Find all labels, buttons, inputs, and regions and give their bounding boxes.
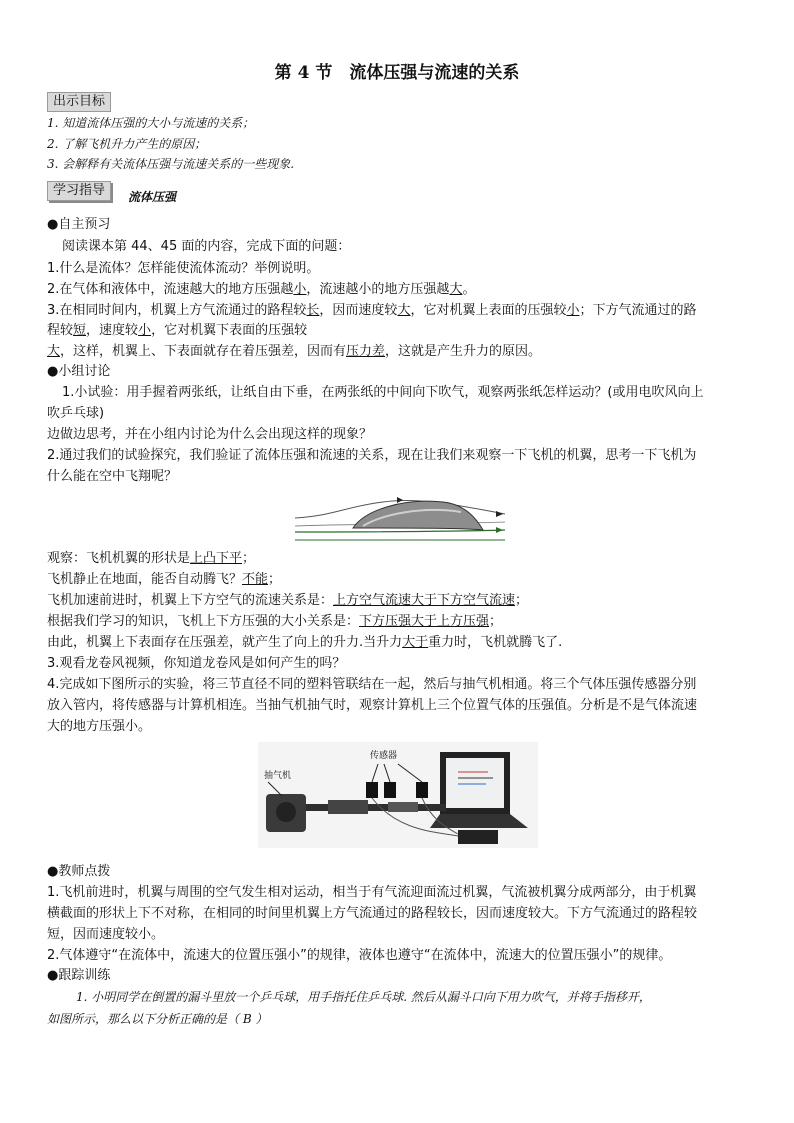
paragraph: 3.观看龙卷风视频，你知道龙卷风是如何产生的吗？	[47, 656, 346, 671]
page-title: 第 4 节 流体压强与流速的关系	[274, 63, 520, 83]
intro-text: 阅读课本第 44、45 面的内容，完成下面的问题：	[62, 239, 351, 254]
answer: 下方压强大于上方压强	[359, 614, 490, 629]
paragraph: 短，因而速度较小。	[47, 927, 165, 942]
paragraph: 放入管内，将传感器与计算机相连。当抽气机抽气时，观察计算机上三个位置气体的压强值。分析是不是气体流速	[47, 698, 698, 713]
goal-item: 2. 了解飞机升力产生的原因；	[47, 137, 207, 151]
answer: 短	[73, 323, 87, 338]
answer: 长	[306, 303, 320, 318]
paragraph: 1.飞机前进时，机翼与周围的空气发生相对运动，相当于有气流迎面流过机翼，气流被机翼分成两部分，由于机翼	[47, 885, 697, 900]
paragraph: 2.气体遵守“在流体中，流速大的位置压强小”的规律，液体也遵守“在流体中，流速大的位置压强小”的规律。	[47, 948, 672, 963]
answer: 大	[397, 303, 411, 318]
observation-3: 飞机加速前进时，机翼上下方空气的流速关系是：上方空气流速大于下方空气流速；	[47, 593, 529, 608]
section-heading: ●小组讨论	[47, 364, 111, 379]
wing-shape	[353, 501, 483, 530]
answer: 小	[138, 323, 152, 338]
section-heading: ●自主预习	[47, 217, 111, 232]
pump-label: 抽气机	[264, 771, 292, 781]
paragraph: 什么能在空中飞翔呢？	[47, 469, 178, 484]
guide-topic: 流体压强	[128, 190, 177, 204]
arrow-icon	[496, 527, 503, 533]
paragraph: 4.完成如下图所示的实验，将三节直径不同的塑料管联结在一起，然后与抽气机相通。将三个气体压强传感器分别	[47, 677, 697, 692]
question-3-line-2: 程较短，速度较小，它对机翼下表面的压强较	[47, 323, 308, 338]
question-2: 2.在气体和液体中，流速越大的地方压强越小，流速越小的地方压强越大。	[47, 282, 476, 297]
goals-tag: 出示目标	[47, 92, 111, 112]
arrow-icon	[496, 511, 503, 517]
sensor-label: 传感器	[370, 751, 398, 761]
answer: 大于	[402, 635, 429, 650]
paragraph: 2.通过我们的试验探究，我们验证了流体压强和流速的关系，现在让我们来观察一下飞机的机翼，思考一下飞机为	[47, 448, 697, 463]
paragraph: 大的地方压强小。	[47, 719, 152, 734]
answer: 上凸下平	[190, 551, 243, 566]
goal-item: 3. 会解释有关流体压强与流速关系的一些现象.	[47, 157, 295, 171]
answer: 大	[449, 282, 463, 297]
observation-4: 根据我们学习的知识，飞机上下方压强的大小关系是：下方压强大于上方压强；	[47, 614, 503, 629]
observation-5: 由此，机翼上下表面存在压强差，就产生了向上的升力.当升力大于重力时，飞机就腾飞了.	[47, 635, 563, 650]
paragraph: 吹乒乓球)	[47, 406, 105, 421]
section-heading: ●跟踪训练	[47, 968, 111, 983]
arrow-icon	[397, 497, 403, 503]
question-3-line-1: 3.在相同时间内，机翼上方气流通过的路程较长，因而速度较大，它对机翼上表面的压强较小；下方气流通过的路	[47, 303, 697, 318]
observation-2: 飞机静止在地面，能否自动腾飞？不能；	[47, 572, 282, 587]
airflow-line-bottom	[295, 530, 505, 532]
answer: 不能	[242, 572, 269, 587]
experiment-figure	[258, 742, 538, 848]
paragraph: 边做边思考，并在小组内讨论为什么会出现这样的现象？	[47, 427, 373, 442]
guide-tag: 学习指导	[47, 181, 111, 201]
question-3-line-3: 大，这样，机翼上、下表面就存在着压强差，因而有压力差，这就是产生升力的原因。	[47, 344, 542, 359]
question-1: 1.什么是流体？怎样能使流体流动？举例说明。	[47, 261, 320, 276]
practice-question: 1. 小明同学在倒置的漏斗里放一个乒乓球，用手指托住乒乓球. 然后从漏斗口向下用力吹气，并将手指移开，	[76, 990, 651, 1004]
goal-item: 1. 知道流体压强的大小与流速的关系；	[47, 116, 255, 130]
answer: 大	[47, 344, 61, 359]
paragraph: 横截面的形状上下不对称，在相同的时间里机翼上方气流通过的路程较长，因而速度较大。下方气流通过的路程较	[47, 906, 698, 921]
answer: 小	[293, 282, 307, 297]
plastic-tube	[306, 804, 446, 811]
answer: 上方空气流速大于下方空气流速	[333, 593, 516, 608]
answer: 压力差	[346, 344, 386, 359]
wing-airflow-figure	[293, 488, 507, 546]
section-heading: ●教师点拨	[47, 864, 111, 879]
practice-question: 如图所示，那么以下分析正确的是（ B ）	[47, 1012, 268, 1026]
observation-1: 观察：飞机机翼的形状是上凸下平；	[47, 551, 256, 566]
paragraph: 1.小试验：用手握着两张纸，让纸自由下垂，在两张纸的中间向下吹气，观察两张纸怎样运动？(或用电吹风向上	[62, 385, 704, 400]
answer: 小	[566, 303, 580, 318]
